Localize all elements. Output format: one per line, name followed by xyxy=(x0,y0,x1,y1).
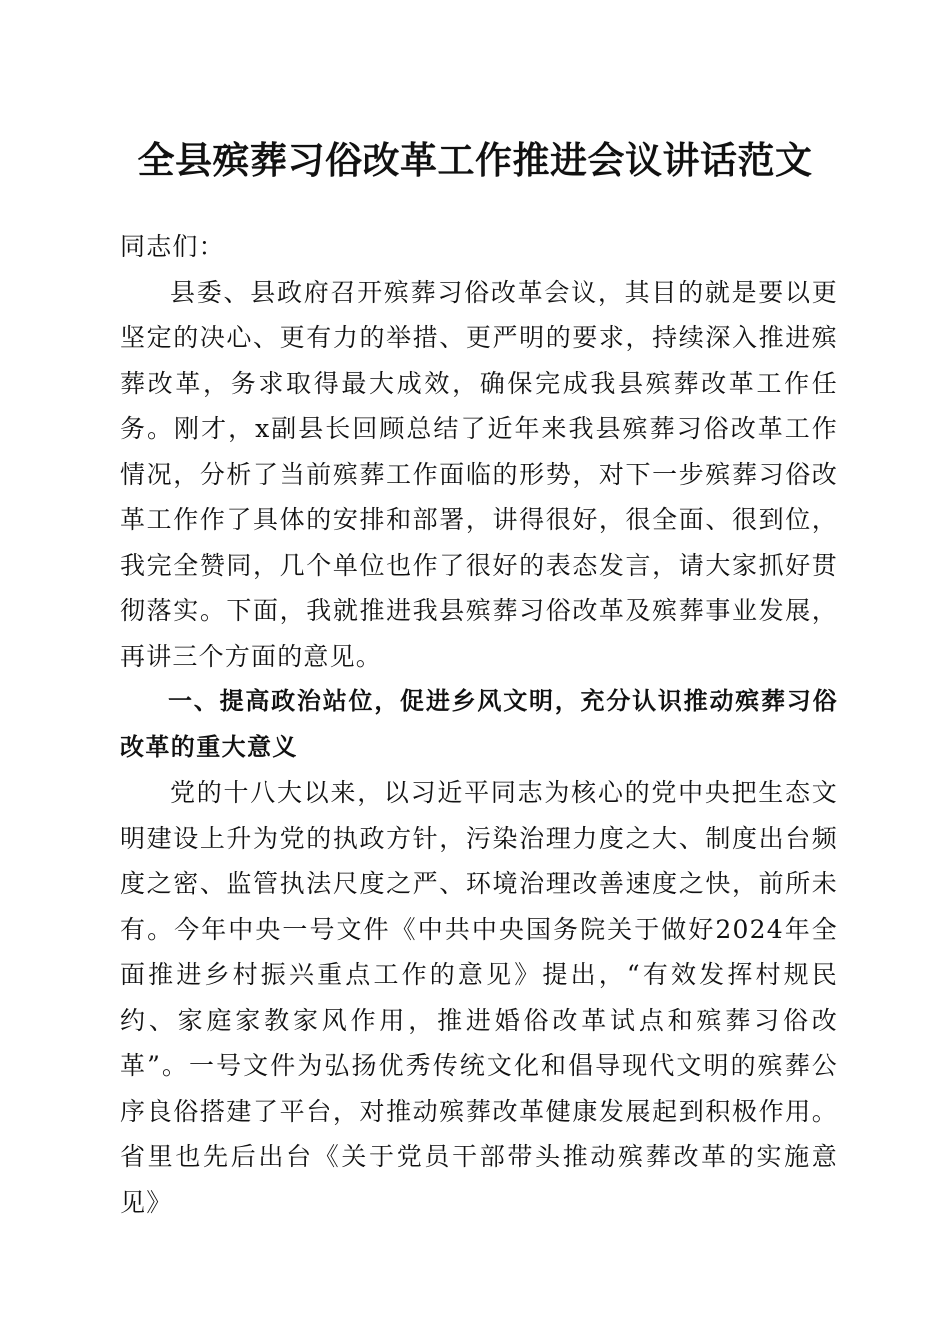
paragraph-section-1: 党的十八大以来，以习近平同志为核心的党中央把生态文明建设上升为党的执政方针，污染治理力度之大、制度出台频度之密、监管执法尺度之严、环境治理改善速度之快，前所未有。今年中央一号文件《中共中央国务院关于做好2024年全面推进乡村振兴重点工作的意见》提出，“有效发挥村规民约、家庭家教家风作用，推进婚俗改革试点和殡葬习俗改革”。一号文件为弘扬优秀传统文化和倡导现代文明的殡葬公序良俗搭建了平台，对推动殡葬改革健康发展起到积极作用。省里也先后出台《关于党员干部带头推动殡葬改革的实施意见》 xyxy=(120,778,838,1217)
paragraph-intro: 县委、县政府召开殡葬习俗改革会议，其目的就是要以更坚定的决心、更有力的举措、更严明的要求，持续深入推进殡葬改革，务求取得最大成效，确保完成我县殡葬改革工作任务。刚才，x副县长回顾总结了近年来我县殡葬习俗改革工作情况，分析了当前殡葬工作面临的形势，对下一步殡葬习俗改革工作作了具体的安排和部署，讲得很好，很全面、很到位，我完全赞同，几个单位也作了很好的表态发言，请大家抓好贯彻落实。下面，我就推进我县殡葬习俗改革及殡葬事业发展，再讲三个方面的意见。 xyxy=(120,277,838,671)
document-body xyxy=(120,224,838,1225)
salutation: 同志们： xyxy=(120,232,225,261)
section-heading-1: 一、提高政治站位，促进乡风文明，充分认识推动殡葬习俗改革的重大意义 xyxy=(120,687,838,761)
document-title: 全县殡葬习俗改革工作推进会议讲话范文 xyxy=(137,138,813,182)
